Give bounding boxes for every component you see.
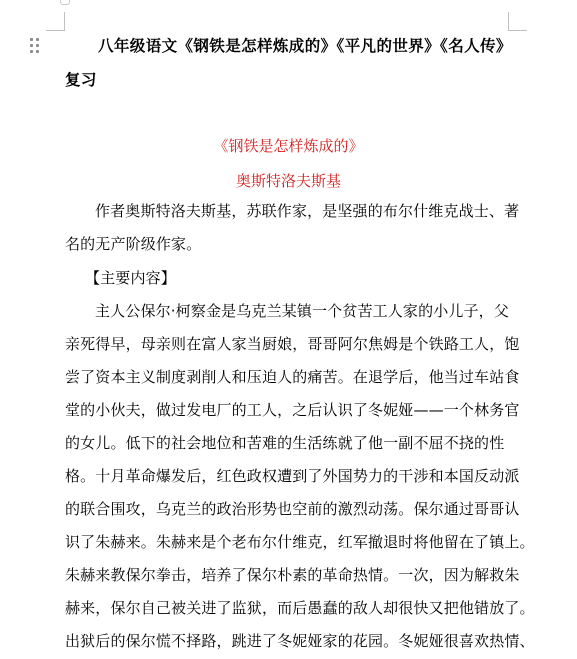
page-top-tab-mark <box>60 0 70 5</box>
intro-line: 名的无产阶级作家。 <box>65 235 202 253</box>
content-line: 出狱后的保尔慌不择路，跳进了冬妮娅家的花园。冬妮娅很喜欢热情、 <box>65 632 535 650</box>
content-line: 尝了资本主义制度剥削人和压迫人的痛苦。在退学后，他当过车站食 <box>65 368 520 386</box>
content-line: 主人公保尔·柯察金是乌克兰某镇一个贫苦工人家的小儿子，父 <box>95 302 509 320</box>
document-title-line-1: 八年级语文《钢铁是怎样炼成的》《平凡的世界》《名人传》 <box>98 37 512 55</box>
margin-corner-top-right <box>508 12 527 31</box>
margin-corner-top-left <box>46 12 65 31</box>
content-line: 堂的小伙夫，做过发电厂的工人，之后认识了冬妮娅——一个林务官 <box>65 401 520 419</box>
drag-handle-icon[interactable] <box>30 38 40 54</box>
content-line: 格。十月革命爆发后，红色政权遭到了外国势力的干涉和本国反动派 <box>65 467 520 485</box>
book-title-heading: 《钢铁是怎样炼成的》 <box>213 137 364 155</box>
author-heading: 奥斯特洛夫斯基 <box>235 172 341 190</box>
content-line: 亲死得早，母亲则在富人家当厨娘，哥哥阿尔焦姆是个铁路工人，饱 <box>65 335 520 353</box>
content-line: 识了朱赫来。朱赫来是个老布尔什维克，红军撤退时将他留在了镇上。 <box>65 533 535 551</box>
document-title-line-2: 复习 <box>65 71 97 89</box>
section-heading: 【主要内容】 <box>85 269 176 287</box>
content-line: 朱赫来教保尔拳击，培养了保尔朴素的革命热情。一次，因为解救朱 <box>65 566 520 584</box>
content-line: 的联合围攻，乌克兰的政治形势也空前的激烈动荡。保尔通过哥哥认 <box>65 500 520 518</box>
intro-line: 作者奥斯特洛夫斯基，苏联作家，是坚强的布尔什维克战士、著 <box>95 202 520 220</box>
content-line: 的女儿。低下的社会地位和苦难的生活练就了他一副不屈不挠的性 <box>65 434 505 452</box>
content-line: 赫来，保尔自己被关进了监狱，而后愚蠢的敌人却很快又把他错放了。 <box>65 599 535 617</box>
